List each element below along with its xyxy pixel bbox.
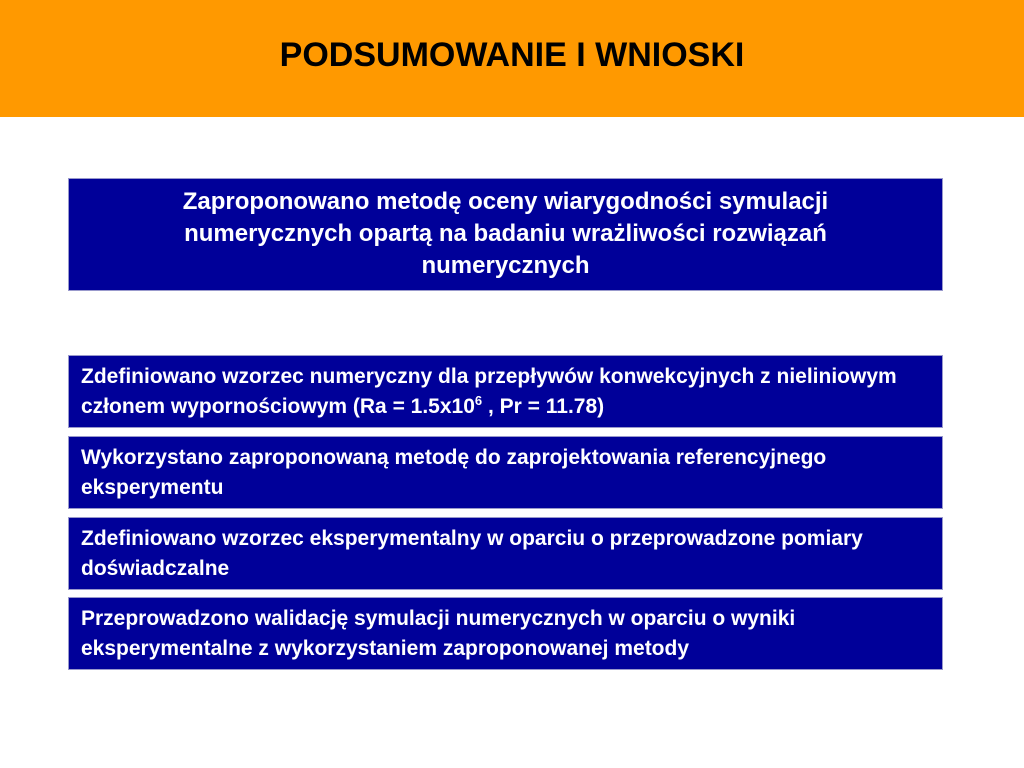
conclusion-item-4-text: Przeprowadzono walidację symulacji numerycznych w oparciu o wyniki eksperymentalne z wykorzystaniem zaproponowanej metody — [81, 607, 796, 660]
conclusion-item-2-text: Wykorzystano zaproponowaną metodę do zaprojektowania referencyjnego eksperymentu — [81, 446, 827, 499]
main-conclusion-box — [68, 178, 943, 291]
conclusion-item-3 — [68, 517, 943, 590]
conclusion-item-1-superscript: 6 — [474, 393, 483, 408]
conclusion-item-1-text-end: , Pr = 11.78) — [482, 395, 605, 418]
slide-header — [0, 0, 1024, 117]
conclusion-item-1 — [68, 355, 943, 428]
conclusion-item-3-text: Zdefiniowano wzorzec eksperymentalny w oparciu o przeprowadzone pomiary doświadczalne — [81, 527, 863, 580]
main-conclusion-text: Zaproponowano metodę oceny wiarygodności symulacji numerycznych opartą na badaniu wrażliwości rozwiązań numerycznych — [182, 188, 829, 279]
conclusion-item-2 — [68, 436, 943, 509]
slide-title: PODSUMOWANIE I WNIOSKI — [279, 36, 745, 74]
conclusion-item-4 — [68, 597, 943, 670]
conclusion-item-1-text: Zdefiniowano wzorzec numeryczny dla przepływów konwekcyjnych z nieliniowym członem wypornościowym (Ra = 1.5x10 — [81, 365, 897, 418]
